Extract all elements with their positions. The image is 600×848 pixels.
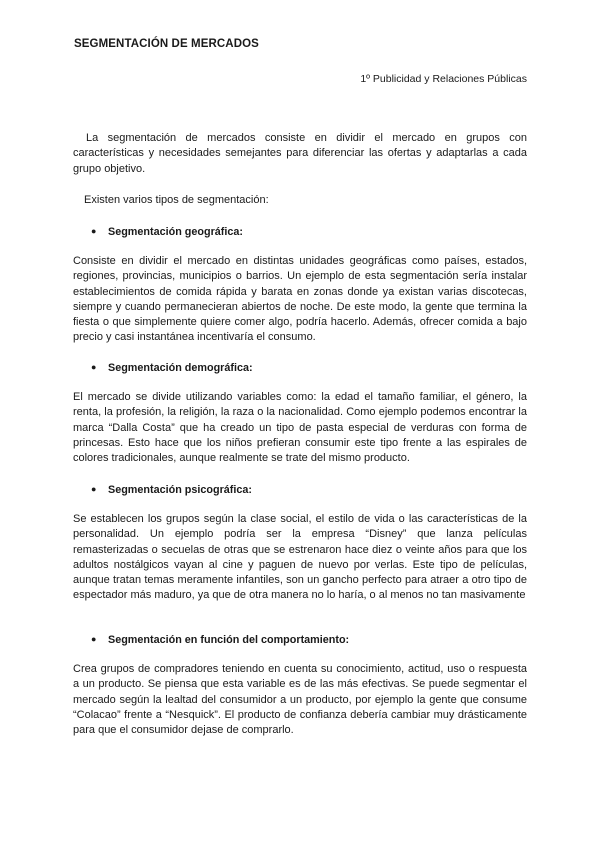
section-heading-comportamiento [91, 632, 349, 648]
intro-paragraph: La segmentación de mercados consiste en dividir el mercado en grupos con características y necesidades semejantes para diferenciar las ofertas y adaptarlas a cada grupo objetivo. [73, 132, 527, 175]
section-body-comportamiento: Crea grupos de compradores teniendo en cuenta su conocimiento, actitud, uso o respuesta a un producto. Se piensa que esta variable es de las más efectivas. Se puede segmentar el mercado según la lealtad del consumidor a un producto, por ejemplo la gente que consume “Colacao” frente a “Nesquick”. El producto de confianza debería cambiar muy drásticamente para que el consumidor dejase de comprarlo. [73, 663, 527, 737]
section-heading-geografica [91, 224, 243, 240]
bullet-icon: ● [91, 362, 97, 372]
document-title: SEGMENTACIÓN DE MERCADOS [74, 38, 259, 50]
section-heading-text: Segmentación en función del comportamiento: [108, 634, 350, 646]
types-intro: Existen varios tipos de segmentación: [84, 194, 269, 206]
section-heading-text: Segmentación geográfica: [108, 226, 243, 238]
section-body-psicografica: Se establecen los grupos según la clase social, el estilo de vida o las características de la personalidad. Un ejemplo podría ser la empresa “Disney” que lanza películas remasterizadas o secuelas de otras que se estrenaron hace diez o veinte años para que los adultos nostálgicos vayan al cine y paguen de nuevo por verlas. Este tipo de películas, aunque tratan temas meramente infantiles, son un gancho perfecto para atraer a otro tipo de espectador más maduro, ya que de otra manera no lo haría, o al menos no tan masivamente [73, 513, 527, 602]
section-heading-text: Segmentación psicográfica: [108, 484, 252, 496]
course-subtitle: 1º Publicidad y Relaciones Públicas [360, 73, 527, 85]
bullet-icon: ● [91, 634, 97, 644]
section-heading-demografica [91, 360, 253, 376]
section-heading-text: Segmentación demográfica: [108, 362, 253, 374]
bullet-icon: ● [91, 484, 97, 494]
section-heading-psicografica [91, 482, 252, 498]
section-body-demografica: El mercado se divide utilizando variables como: la edad el tamaño familiar, el género, la renta, la profesión, la religión, la raza o la nacionalidad. Como ejemplo podemos encontrar la marca “Dalla Costa” que ha creado un tipo de pasta especial de verduras con forma de princesas. Esto hace que los niños prefieran consumir este tipo frente a las espirales de colores tradicionales, aunque realmente se trate del mismo producto. [73, 391, 527, 465]
section-body-geografica: Consiste en dividir el mercado en distintas unidades geográficas como países, estados, regiones, provincias, municipios o barrios. Un ejemplo de esta segmentación sería instalar establecimientos de comida rápida y barata en zonas donde ya existan varias discotecas, siempre y cuando permanecieran abiertos de noche. De este modo, la gente que termina la fiesta o que simplemente quiere comer algo, podría hacerlo. Además, ofrecer comida a bajo precio y casi instantánea incentivaría el consumo. [73, 255, 527, 344]
bullet-icon: ● [91, 226, 97, 236]
